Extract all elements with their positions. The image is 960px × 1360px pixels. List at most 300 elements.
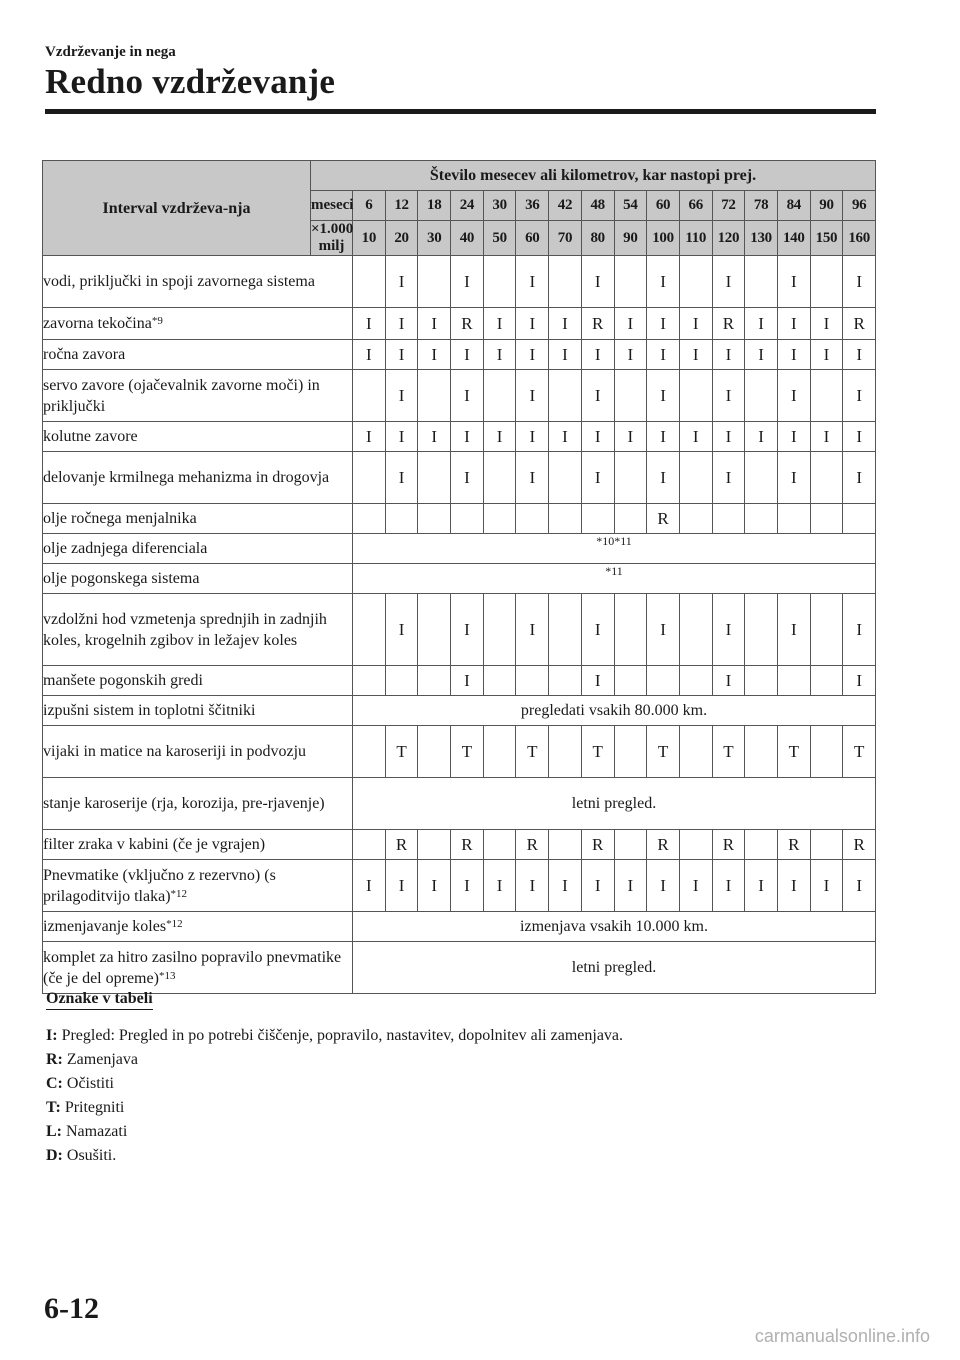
month-header: 12 xyxy=(385,191,418,221)
span-note-cell: letni pregled. xyxy=(353,778,876,830)
row-label xyxy=(43,860,353,912)
schedule-cell xyxy=(810,726,843,778)
footnote-ref: *9 xyxy=(151,315,163,327)
schedule-cell: I xyxy=(647,308,680,340)
schedule-cell xyxy=(614,830,647,860)
schedule-cell: I xyxy=(614,308,647,340)
schedule-cell xyxy=(353,504,386,534)
footnote-ref: *12 xyxy=(166,918,183,930)
period-header: Število mesecev ali kilometrov, kar nastopi prej. xyxy=(311,161,876,191)
row-label xyxy=(43,778,353,830)
schedule-cell xyxy=(385,666,418,696)
month-header: 48 xyxy=(581,191,614,221)
schedule-cell: I xyxy=(418,308,451,340)
schedule-cell: I xyxy=(777,340,810,370)
schedule-cell xyxy=(810,504,843,534)
footnote-span-cell: *11 xyxy=(353,564,876,594)
schedule-cell: I xyxy=(581,340,614,370)
schedule-cell: T xyxy=(581,726,614,778)
schedule-cell xyxy=(745,726,778,778)
schedule-cell: I xyxy=(385,256,418,308)
schedule-cell xyxy=(483,666,516,696)
schedule-cell xyxy=(418,594,451,666)
schedule-cell: I xyxy=(843,422,876,452)
km-header: 150 xyxy=(810,221,843,256)
schedule-cell: I xyxy=(516,422,549,452)
schedule-cell: I xyxy=(614,422,647,452)
schedule-cell xyxy=(418,504,451,534)
schedule-cell: I xyxy=(549,422,582,452)
month-header: 72 xyxy=(712,191,745,221)
schedule-cell: T xyxy=(385,726,418,778)
schedule-cell: I xyxy=(483,422,516,452)
schedule-cell xyxy=(745,830,778,860)
schedule-cell: I xyxy=(777,452,810,504)
schedule-cell xyxy=(418,256,451,308)
schedule-cell: I xyxy=(581,666,614,696)
schedule-cell: I xyxy=(712,370,745,422)
schedule-cell: I xyxy=(418,860,451,912)
row-label-text: kolutne zavore xyxy=(43,428,138,445)
schedule-cell xyxy=(843,504,876,534)
schedule-cell: I xyxy=(614,340,647,370)
schedule-cell: I xyxy=(581,594,614,666)
schedule-cell: R xyxy=(451,308,484,340)
schedule-cell xyxy=(549,666,582,696)
schedule-cell: R xyxy=(647,830,680,860)
schedule-cell: I xyxy=(810,308,843,340)
km-header: 60 xyxy=(516,221,549,256)
month-header: 36 xyxy=(516,191,549,221)
legend-text: Osušiti. xyxy=(66,1147,117,1164)
row-label xyxy=(43,370,353,422)
schedule-cell xyxy=(418,370,451,422)
month-header: 42 xyxy=(549,191,582,221)
row-label-text: stanje karoserije (rja, korozija, pre-rjavenje) xyxy=(43,795,325,812)
interval-header xyxy=(43,161,311,256)
schedule-cell: I xyxy=(418,422,451,452)
schedule-cell xyxy=(614,504,647,534)
km-header: 140 xyxy=(777,221,810,256)
schedule-cell: I xyxy=(516,370,549,422)
schedule-cell: I xyxy=(483,340,516,370)
schedule-cell: I xyxy=(777,860,810,912)
schedule-cell xyxy=(614,666,647,696)
schedule-cell: I xyxy=(647,860,680,912)
schedule-cell: I xyxy=(745,860,778,912)
table-row xyxy=(43,666,876,696)
km-header: 30 xyxy=(418,221,451,256)
schedule-cell: I xyxy=(451,860,484,912)
schedule-cell xyxy=(581,504,614,534)
schedule-cell xyxy=(483,504,516,534)
schedule-cell: R xyxy=(581,830,614,860)
schedule-cell: I xyxy=(843,340,876,370)
row-label-text: Pnevmatike (vključno z rezervno) (s prilagoditvijo tlaka) xyxy=(43,866,276,905)
schedule-cell: I xyxy=(777,370,810,422)
table-row xyxy=(43,452,876,504)
schedule-cell xyxy=(777,666,810,696)
row-label xyxy=(43,504,353,534)
schedule-cell xyxy=(679,726,712,778)
schedule-cell: I xyxy=(843,256,876,308)
month-header: 90 xyxy=(810,191,843,221)
schedule-cell: I xyxy=(385,422,418,452)
schedule-cell xyxy=(483,256,516,308)
schedule-cell: I xyxy=(712,594,745,666)
interval-header-label: Interval vzdrževa-nja xyxy=(102,199,251,217)
schedule-cell xyxy=(483,830,516,860)
km-header: 40 xyxy=(451,221,484,256)
schedule-cell xyxy=(745,594,778,666)
schedule-cell: I xyxy=(451,666,484,696)
km-header: 20 xyxy=(385,221,418,256)
schedule-cell: I xyxy=(385,370,418,422)
table-row xyxy=(43,256,876,308)
schedule-cell: I xyxy=(385,340,418,370)
schedule-cell: T xyxy=(516,726,549,778)
schedule-cell xyxy=(745,370,778,422)
row-label-text: zavorna tekočina xyxy=(43,315,152,332)
row-label xyxy=(43,256,353,308)
legend xyxy=(46,1024,623,1168)
schedule-cell: I xyxy=(745,340,778,370)
schedule-cell: I xyxy=(679,340,712,370)
row-label xyxy=(43,308,353,340)
schedule-cell xyxy=(712,504,745,534)
km-header: 90 xyxy=(614,221,647,256)
watermark: carmanualsonline.info xyxy=(754,1326,930,1346)
schedule-cell: R xyxy=(712,308,745,340)
schedule-cell: I xyxy=(483,308,516,340)
schedule-cell: I xyxy=(385,594,418,666)
schedule-cell xyxy=(353,830,386,860)
month-header: 66 xyxy=(679,191,712,221)
schedule-cell xyxy=(614,594,647,666)
schedule-cell: I xyxy=(777,594,810,666)
title-rule xyxy=(45,109,876,114)
schedule-cell xyxy=(679,666,712,696)
schedule-cell: I xyxy=(581,452,614,504)
row-label xyxy=(43,912,353,942)
schedule-cell: I xyxy=(516,594,549,666)
schedule-cell: I xyxy=(451,370,484,422)
schedule-cell: I xyxy=(843,666,876,696)
schedule-cell xyxy=(810,452,843,504)
schedule-cell: I xyxy=(516,256,549,308)
schedule-cell: I xyxy=(451,256,484,308)
schedule-cell xyxy=(810,830,843,860)
schedule-cell: I xyxy=(712,422,745,452)
table-row xyxy=(43,308,876,340)
row-label-text: komplet za hitro zasilno popravilo pnevmatike (če je del opreme) xyxy=(43,948,342,987)
schedule-cell: I xyxy=(581,370,614,422)
schedule-cell: I xyxy=(549,308,582,340)
schedule-cell: T xyxy=(777,726,810,778)
legend-key: R: xyxy=(46,1051,63,1068)
month-header: 96 xyxy=(843,191,876,221)
row-label xyxy=(43,564,353,594)
schedule-cell xyxy=(679,370,712,422)
schedule-cell xyxy=(418,452,451,504)
schedule-cell: I xyxy=(679,860,712,912)
schedule-cell xyxy=(451,504,484,534)
schedule-cell xyxy=(745,256,778,308)
row-label xyxy=(43,534,353,564)
schedule-cell: I xyxy=(483,860,516,912)
row-label-text: olje zadnjega diferenciala xyxy=(43,540,208,557)
schedule-cell: I xyxy=(712,666,745,696)
row-label xyxy=(43,340,353,370)
schedule-cell: I xyxy=(353,860,386,912)
span-note-cell: letni pregled. xyxy=(353,942,876,994)
schedule-cell: I xyxy=(516,452,549,504)
schedule-cell xyxy=(353,594,386,666)
schedule-cell: I xyxy=(385,860,418,912)
schedule-cell: I xyxy=(385,308,418,340)
schedule-cell: I xyxy=(712,340,745,370)
schedule-cell: I xyxy=(549,340,582,370)
row-label-text: olje ročnega menjalnika xyxy=(43,510,197,527)
page-number: 6-12 xyxy=(44,1292,99,1325)
row-label-text: servo zavore (ojačevalnik zavorne moči) in priključki xyxy=(43,376,320,415)
schedule-cell xyxy=(516,666,549,696)
schedule-cell: I xyxy=(679,422,712,452)
schedule-cell: I xyxy=(614,860,647,912)
schedule-cell: T xyxy=(647,726,680,778)
row-label-text: vodi, priključki in spoji zavornega sistema xyxy=(43,273,315,290)
month-header: 6 xyxy=(353,191,386,221)
schedule-cell xyxy=(483,370,516,422)
schedule-cell: I xyxy=(451,340,484,370)
schedule-cell xyxy=(353,726,386,778)
km-header: 10 xyxy=(353,221,386,256)
schedule-cell xyxy=(483,452,516,504)
schedule-cell: I xyxy=(843,860,876,912)
schedule-cell: I xyxy=(581,422,614,452)
schedule-cell: I xyxy=(647,370,680,422)
schedule-cell: R xyxy=(843,308,876,340)
schedule-cell xyxy=(810,370,843,422)
schedule-cell xyxy=(745,666,778,696)
legend-item xyxy=(46,1120,623,1144)
km-header: 120 xyxy=(712,221,745,256)
footnote-ref: *12 xyxy=(170,887,188,900)
row-label-text: filter zraka v kabini (če je vgrajen) xyxy=(43,836,266,853)
km-header: 70 xyxy=(549,221,582,256)
schedule-cell xyxy=(679,504,712,534)
row-label xyxy=(43,830,353,860)
row-label-text: izmenjavanje koles xyxy=(43,918,167,935)
maintenance-table xyxy=(42,160,876,994)
row-label-text: delovanje krmilnega mehanizma in drogovja xyxy=(43,469,330,486)
km-label: ×1.000 milj xyxy=(311,221,354,254)
schedule-cell: R xyxy=(843,830,876,860)
legend-text: Očistiti xyxy=(66,1075,114,1092)
schedule-cell: R xyxy=(777,830,810,860)
schedule-cell: I xyxy=(516,340,549,370)
schedule-cell xyxy=(353,666,386,696)
month-header: 30 xyxy=(483,191,516,221)
schedule-cell xyxy=(745,452,778,504)
table-row xyxy=(43,564,876,594)
legend-text: Zamenjava xyxy=(66,1051,138,1068)
schedule-cell: I xyxy=(353,308,386,340)
span-note-cell: pregledati vsakih 80.000 km. xyxy=(353,696,876,726)
schedule-cell: I xyxy=(647,594,680,666)
row-label-text: ročna zavora xyxy=(43,346,126,363)
table-row xyxy=(43,534,876,564)
legend-key: I: xyxy=(46,1027,58,1044)
row-label xyxy=(43,726,353,778)
table-row xyxy=(43,340,876,370)
schedule-cell xyxy=(353,370,386,422)
schedule-cell: R xyxy=(647,504,680,534)
table-row xyxy=(43,422,876,452)
schedule-cell: I xyxy=(581,256,614,308)
legend-item xyxy=(46,1144,623,1168)
row-label xyxy=(43,594,353,666)
row-label xyxy=(43,422,353,452)
table-row xyxy=(43,696,876,726)
month-header: 54 xyxy=(614,191,647,221)
schedule-cell: I xyxy=(451,594,484,666)
schedule-cell: I xyxy=(777,422,810,452)
schedule-cell: I xyxy=(843,594,876,666)
schedule-cell: I xyxy=(777,308,810,340)
schedule-cell: R xyxy=(516,830,549,860)
schedule-cell: I xyxy=(451,452,484,504)
span-note-cell: izmenjava vsakih 10.000 km. xyxy=(353,912,876,942)
schedule-cell: I xyxy=(712,452,745,504)
schedule-cell: I xyxy=(385,452,418,504)
table-row xyxy=(43,370,876,422)
schedule-cell: I xyxy=(516,308,549,340)
schedule-cell: I xyxy=(647,340,680,370)
schedule-cell: I xyxy=(679,308,712,340)
schedule-cell xyxy=(418,726,451,778)
schedule-cell xyxy=(549,452,582,504)
km-header: 100 xyxy=(647,221,680,256)
schedule-cell: I xyxy=(549,860,582,912)
schedule-cell xyxy=(614,256,647,308)
schedule-cell: R xyxy=(451,830,484,860)
km-header: 80 xyxy=(581,221,614,256)
table-row xyxy=(43,942,876,994)
schedule-cell: R xyxy=(385,830,418,860)
schedule-cell xyxy=(549,256,582,308)
schedule-cell xyxy=(745,504,778,534)
section-heading: Vzdrževanje in nega xyxy=(45,44,176,60)
schedule-cell xyxy=(614,370,647,422)
table-row xyxy=(43,594,876,666)
schedule-cell: I xyxy=(843,452,876,504)
row-label-text: manšete pogonskih gredi xyxy=(43,672,203,689)
footnote-ref: *13 xyxy=(158,969,176,982)
schedule-cell: R xyxy=(712,830,745,860)
month-header: 24 xyxy=(451,191,484,221)
row-label xyxy=(43,696,353,726)
schedule-cell xyxy=(418,666,451,696)
schedule-cell: I xyxy=(745,308,778,340)
schedule-cell: I xyxy=(712,860,745,912)
legend-item xyxy=(46,1024,623,1048)
schedule-cell xyxy=(483,726,516,778)
row-label-text: olje pogonskega sistema xyxy=(43,570,200,587)
legend-item xyxy=(46,1072,623,1096)
table-row xyxy=(43,860,876,912)
row-label-text: vzdolžni hod vzmetenja sprednjih in zadnjih koles, krogelnih zgibov in ležajev koles xyxy=(43,610,327,649)
schedule-cell xyxy=(549,726,582,778)
schedule-cell: I xyxy=(647,422,680,452)
schedule-cell: R xyxy=(581,308,614,340)
legend-text: Pritegniti xyxy=(64,1099,125,1116)
legend-key: D: xyxy=(46,1147,63,1164)
km-header: 160 xyxy=(843,221,876,256)
schedule-cell xyxy=(679,830,712,860)
month-header: 84 xyxy=(777,191,810,221)
months-label: meseci xyxy=(311,191,353,221)
schedule-cell: I xyxy=(810,340,843,370)
schedule-cell xyxy=(810,594,843,666)
footnote-span-cell: *10*11 xyxy=(353,534,876,564)
legend-text: Namazati xyxy=(66,1123,128,1140)
schedule-cell: I xyxy=(581,860,614,912)
table-row xyxy=(43,778,876,830)
month-header: 78 xyxy=(745,191,778,221)
schedule-cell xyxy=(679,452,712,504)
legend-item xyxy=(46,1048,623,1072)
legend-key: C: xyxy=(46,1075,63,1092)
table-row xyxy=(43,726,876,778)
schedule-cell: I xyxy=(712,256,745,308)
schedule-cell xyxy=(810,666,843,696)
legend-text: Pregled: Pregled in po potrebi čiščenje, popravilo, nastavitev, dopolnitev ali zamenjava. xyxy=(61,1027,624,1044)
schedule-cell: I xyxy=(451,422,484,452)
table-row xyxy=(43,504,876,534)
schedule-cell: I xyxy=(353,422,386,452)
row-label xyxy=(43,452,353,504)
row-label-text: izpušni sistem in toplotni ščitniki xyxy=(43,702,256,719)
schedule-cell: T xyxy=(843,726,876,778)
schedule-cell xyxy=(385,504,418,534)
schedule-cell xyxy=(516,504,549,534)
page-title: Redno vzdrževanje xyxy=(45,62,336,101)
legend-title: Oznake v tabeli xyxy=(46,990,153,1010)
schedule-cell: I xyxy=(843,370,876,422)
schedule-cell xyxy=(549,370,582,422)
legend-item xyxy=(46,1096,623,1120)
schedule-cell: T xyxy=(712,726,745,778)
km-header: 50 xyxy=(483,221,516,256)
schedule-cell xyxy=(353,452,386,504)
schedule-cell xyxy=(418,830,451,860)
row-label xyxy=(43,666,353,696)
month-header: 18 xyxy=(418,191,451,221)
schedule-cell: T xyxy=(451,726,484,778)
schedule-cell xyxy=(679,594,712,666)
row-label xyxy=(43,942,353,994)
schedule-cell: I xyxy=(647,256,680,308)
schedule-cell xyxy=(810,256,843,308)
schedule-cell xyxy=(483,594,516,666)
km-header: 110 xyxy=(679,221,712,256)
schedule-cell: I xyxy=(418,340,451,370)
schedule-cell xyxy=(777,504,810,534)
schedule-cell xyxy=(353,256,386,308)
legend-key: L: xyxy=(46,1123,62,1140)
schedule-cell: I xyxy=(647,452,680,504)
